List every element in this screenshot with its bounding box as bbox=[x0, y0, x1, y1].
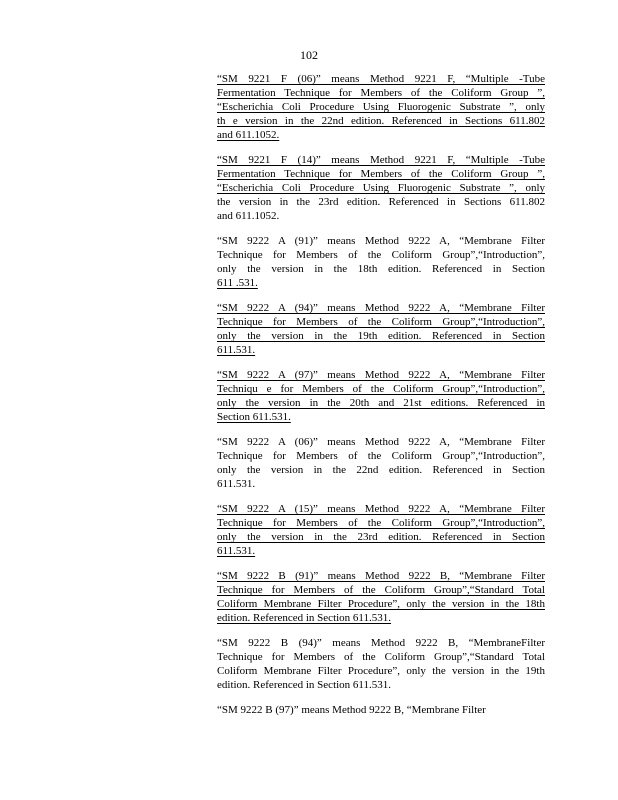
definition-line: “SM 9221 F (06)” means Method 9221 F, “Multiple -Tube bbox=[217, 73, 545, 85]
definition-line: “SM 9222 A (94)” means Method 9222 A, “Membrane Filter bbox=[217, 302, 545, 314]
definition-line: Technique for Members of the Coliform Group”,“Standard Total bbox=[217, 584, 545, 596]
definition-line: only the version in the 19th edition. Referenced in Section bbox=[217, 330, 545, 342]
definition-line: Technique for Members of the Coliform Group”,“Introduction”, bbox=[217, 450, 545, 462]
definition-entry bbox=[217, 502, 545, 558]
definition-line: and 611.1052. bbox=[217, 210, 280, 222]
definition-line: Technique for Members of the Coliform Group”,“Introduction”, bbox=[217, 316, 545, 328]
definition-entry bbox=[217, 368, 545, 424]
definition-line: edition. Referenced in Section 611.531. bbox=[217, 679, 392, 691]
definition-line: Fermentation Technique for Members of the Coliform Group ”, bbox=[217, 168, 545, 180]
definition-line: “SM 9222 A (06)” means Method 9222 A, “Membrane Filter bbox=[217, 436, 545, 448]
definition-line: the version in the 23rd edition. Referenced in Sections 611.802 bbox=[217, 196, 545, 208]
definition-line: only the version in the 18th edition. Referenced in Section bbox=[217, 263, 545, 275]
definition-entry bbox=[217, 703, 545, 717]
definition-line: “SM 9222 B (94)” means Method 9222 B, “MembraneFilter bbox=[217, 637, 545, 649]
definition-line: “SM 9222 B (91)” means Method 9222 B, “Membrane Filter bbox=[217, 570, 545, 582]
definition-line: only the version in the 23rd edition. Referenced in Section bbox=[217, 531, 545, 543]
definition-line: Coliform Membrane Filter Procedure”, only the version in the 19th bbox=[217, 665, 545, 677]
definition-line: Technique for Members of the Coliform Group”,“Standard Total bbox=[217, 651, 545, 663]
definition-line: edition. Referenced in Section 611.531. bbox=[217, 612, 392, 624]
definition-line: 611.531. bbox=[217, 545, 256, 557]
definition-line: th e version in the 22nd edition. Referenced in Sections 611.802 bbox=[217, 115, 545, 127]
definition-line: “Escherichia Coli Procedure Using Fluorogenic Substrate ”, only bbox=[217, 182, 545, 194]
definition-line: “SM 9222 A (15)” means Method 9222 A, “Membrane Filter bbox=[217, 503, 545, 515]
definition-line: Section 611.531. bbox=[217, 411, 291, 423]
definition-line: 611.531. bbox=[217, 344, 256, 356]
definition-entry bbox=[217, 234, 545, 290]
definition-line: and 611.1052. bbox=[217, 129, 280, 141]
definition-line: Techniqu e for Members of the Coliform Group”,“Introduction”, bbox=[217, 383, 545, 395]
definition-entry bbox=[217, 72, 545, 142]
definition-line: Technique for Members of the Coliform Group”,“Introduction”, bbox=[217, 517, 545, 529]
definition-entry bbox=[217, 435, 545, 491]
definition-line: “SM 9222 A (91)” means Method 9222 A, “Membrane Filter bbox=[217, 235, 545, 247]
definition-line: “SM 9222 B (97)” means Method 9222 B, “Membrane Filter bbox=[217, 704, 486, 716]
definition-line: only the version in the 22nd edition. Referenced in Section bbox=[217, 464, 545, 476]
definition-line: Fermentation Technique for Members of the Coliform Group ”, bbox=[217, 87, 545, 99]
definition-entry bbox=[217, 569, 545, 625]
definition-line: Coliform Membrane Filter Procedure”, only the version in the 18th bbox=[217, 598, 545, 610]
definition-line: only the version in the 20th and 21st editions. Referenced in bbox=[217, 397, 545, 409]
definition-line: “Escherichia Coli Procedure Using Fluorogenic Substrate ”, only bbox=[217, 101, 545, 113]
definitions-list bbox=[217, 72, 545, 728]
definition-entry bbox=[217, 636, 545, 692]
definition-line: “SM 9221 F (14)” means Method 9221 F, “Multiple -Tube bbox=[217, 154, 545, 166]
definition-line: Technique for Members of the Coliform Group”,“Introduction”, bbox=[217, 249, 545, 261]
definition-line: 611 .531. bbox=[217, 277, 258, 289]
definition-line: 611.531. bbox=[217, 478, 256, 490]
page-number: 102 bbox=[300, 48, 318, 62]
definition-entry bbox=[217, 301, 545, 357]
definition-line: “SM 9222 A (97)” means Method 9222 A, “Membrane Filter bbox=[217, 369, 545, 381]
definition-entry bbox=[217, 153, 545, 223]
